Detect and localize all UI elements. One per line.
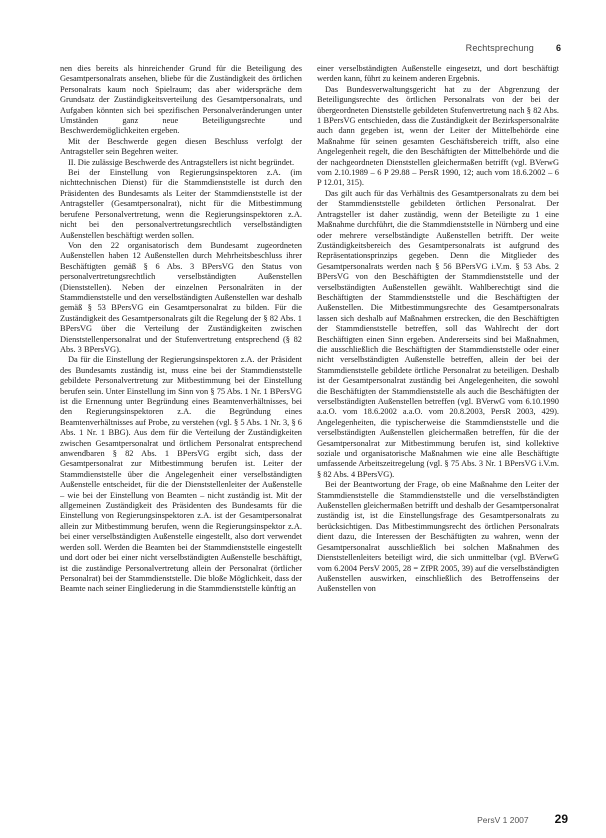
paragraph: II. Die zulässige Beschwerde des Antragstellers ist nicht begründet.: [68, 157, 295, 167]
right-column: [317, 64, 559, 792]
section-title: Rechtsprechung: [465, 43, 534, 53]
paragraph: Das Bundesverwaltungsgericht hat zu der Abgrenzung der Beteiligungsrechte des örtlichen Personalrats von der bei der übergeordneten Dienststelle gebildeten Stufenvertretung nach § 82 Abs. 1 BPersVG entschieden, dass die Zuständigkeit der Bezirkspersonalräte auch dann gegeben ist, wenn der Leiter der Mittelbehörde eine Maßnahme für seinen gesamten Geschäftsbereich trifft, also eine Angelegenheit regelt, die den Beschäftigten der Mittelbehörde und die der nachgeordneten Dienststellen gleichermaßen betrifft (vgl. BVerwG vom 2.10.1989 – 6 P 29.88 – PersR 1990, 12; auch vom 18.6.2002 – 6 P 12.01, 315).: [317, 84, 559, 188]
running-header: [60, 43, 561, 57]
page-number: 29: [554, 812, 568, 826]
paragraph: einer verselbständigten Außenstelle eingesetzt, und dort beschäftigt werden kann, führt zu keinem anderen Ergebnis.: [317, 64, 559, 84]
paragraph: Das gilt auch für das Verhältnis des Gesamtpersonalrats zu dem bei der Stammdienststelle gebildeten örtlichen Personalrat. Der Antragsteller ist daher zuständig, wenn der Beteiligte zu 1 eine Maßnahme durchführt, die die Stammdienststelle in Nürnberg und eine oder mehrere verselbständigte Außenstellen betrifft. Der weite Zuständigkeitsbereich des Gesamtpersonalrats ist aufgrund des Repräsentationsprinzips gegeben. Denn die Mitglieder des Gesamtpersonalrats werden nach § 56 BPersVG i.V.m. § 53 Abs. 2 BPersVG von den Beschäftigten der Stammdienststelle und der verselbständigten Außenstellen gewählt. Wahlberechtigt sind die Beschäftigten der Stammdienststelle und die Beschäftigten der Außenstellen. Die Mitbestimmungsrechte des Gesamtpersonalrats lassen sich deshalb auf Maßnahmen erstrecken, die den Beschäftigten der Stammdienststelle betreffen, soll das Wahlrecht der dort Beschäftigten einen Sinn ergeben. Andererseits sind bei Maßnahmen, die ausschließlich die Beschäftigten der Stammdienststelle oder einer nicht verselbständigten Außenstelle betreffen, allein der bei der Stammdienststelle gebildete örtliche Personalrat zu beteiligen. Deshalb ist der Gesamtpersonalrat zuständig bei Angelegenheiten, die sowohl die Beschäftigten der Stammdienststelle als auch die Beschäftigten der verselbständigten Außenstellen betreffen (vgl. BVerwG vom 6.10.1990 a.a.O. vom 18.6.2002 a.a.O. vom 20.8.2003, PersR 2003, 429). Angelegenheiten, die typischerweise die Stammdienststelle und die verselbständigten Außenstellen gleichermaßen betreffen, für die der Gesamtpersonalrat zur Mitbestimmung berufen ist, sind kollektive soziale und organisatorische Maßnahmen wie eine alle Beschäftigte umfassende Arbeitszeitregelung (vgl. § 75 Abs. 3 Nr. 1 BPersVG i.V.m. § 82 Abs. 4 BPersVG).: [317, 188, 559, 479]
paragraph: Bei der Einstellung von Regierungsinspektoren z.A. (im nichttechnischen Dienst) für die Stammdienststelle ist durch den Präsidenten des Bundesamts als Leiter der Stammdienststelle ist der Antragsteller (Gesamtpersonalrat), nicht für die Mitbestimmung berufene Personalvertretung, wenn die Regierungsinspektoren z.A. nicht bei den personalvertretungsrechtlich verselbständigten Außenstellen beschäftigt werden sollen.: [60, 168, 302, 240]
page-footer: [60, 812, 568, 826]
paragraph: Mit der Beschwerde gegen diesen Beschluss verfolgt der Antragsteller sein Begehren weiter.: [60, 136, 302, 157]
journal-issue: PersV 1 2007: [477, 815, 529, 825]
header-page-number: 6: [555, 43, 561, 53]
left-column: [60, 64, 302, 792]
paragraph: Von den 22 organisatorisch dem Bundesamt zugeordneten Außenstellen haben 12 Außenstellen durch Mehrheitsbeschluss ihrer Beschäftigten gemäß § 6 Abs. 3 BPersVG den Status von personalvertretungsrechtlich verselbständigten Außenstellen (Dienststellen). Neben der einzelnen Personalräten in der Stammdienststelle und den verselbständigten Außenstellen war deshalb gemäß § 53 BPersVG ein Gesamtpersonalrat zu bilden. Für die Zuständigkeit des Gesamtpersonalrats gilt die Regelung der § 82 Abs. 1 BPersVG über die Verteilung der Zuständigkeiten zwischen Dienststellenpersonalrat und der Stufenvertretung entsprechend (§ 82 Abs. 3 BPersVG).: [60, 240, 302, 354]
paragraph: nen dies bereits als hinreichender Grund für die Beteiligung des Gesamtpersonalrats ansehen, bliebe für die Zuständigkeit des örtlichen Personalrats kaum noch Spielraum; das aber widerspräche dem Grundsatz der Zuständigkeitsverteilung des Gesamtpersonalrats, und Aufgaben könnten sich bei spezifischen Personalveränderungen unter Umständen ganz neue Beteiligungsrechte und Beschwerdemöglichkeiten ergeben.: [60, 64, 302, 136]
paragraph: Bei der Beantwortung der Frage, ob eine Maßnahme den Leiter der Stammdienststelle die Stammdienststelle und die verselbständigten Außenstellen gleichermaßen betrifft und deshalb der Gesamtpersonalrat zuständig ist, ist die Einstellungsfrage des Gesamtpersonalrats zu berücksichtigen. Das Mitbestimmungsrecht des örtlichen Personalrats dient dazu, die Interessen der Beschäftigten zu wahren, wenn der Gesamtpersonalrat ausschließlich bei solchen Maßnahmen des Dienststellenleiters beteiligt wird, die sich unmittelbar (vgl. BVerwG vom 6.2004 PersV 2005, 28 = ZfPR 2005, 39) auf die verselbständigten Außenstellen auswirken, einschließlich des Betroffenseins der Außenstellen von: [317, 480, 559, 594]
paragraph: Da für die Einstellung der Regierungsinspektoren z.A. der Präsident des Bundesamts zuständig ist, muss eine bei der Stammdienststelle gebildete Personalvertretung zur Mitbestimmung bei der Einstellung berufen sein. Unter Einstellung im Sinn von § 75 Abs. 1 Nr. 1 BPersVG ist die Ernennung unter Begründung eines Beamtenverhältnisses, bei den Regierungsinspektoren z.A. die Begründung eines Beamtenverhältnisses auf Probe, zu verstehen (vgl. § 5 Abs. 1 Nr. 3, § 6 Abs. 1 Nr. 1 BBG). Aus dem für die Verteilung der Zuständigkeiten zwischen Gesamtpersonalrat und örtlichem Personalrat entsprechend anwendbaren § 82 Abs. 1 BPersVG ergibt sich, dass der Gesamtpersonalrat zur Mitbestimmung berufen ist. Leiter der Stammdienststelle über die Angelegenheit einer verselbständigten Außenstelle entscheidet, für die der Dienststellenleiter der Außenstelle – wie bei der Einstellung von Beamten – nicht zuständig ist. Mit der allgemeinen Zuständigkeit des Präsidenten des Bundesamts für die Einstellung von Regierungsinspektoren z.A. ist der Gesamtpersonalrat allein zur Mitbestimmung berufen, wenn die Regierungsinspektor z.A. bei einer verselbständigten Außenstelle eingestellt, also dort verwendet werden soll. Werden die Beamten bei der Stammdienststelle eingestellt und dort oder bei einer nicht verselbständigten Außenstelle beschäftigt, ist die zuständige Personalvertretung allein der Personalrat (örtlicher Personalrat) bei der Stammdienststelle. Die bloße Möglichkeit, dass der Beamte nach seiner Eingliederung in die Stammdienststelle künftig an: [60, 355, 302, 594]
text-columns: [60, 64, 559, 792]
